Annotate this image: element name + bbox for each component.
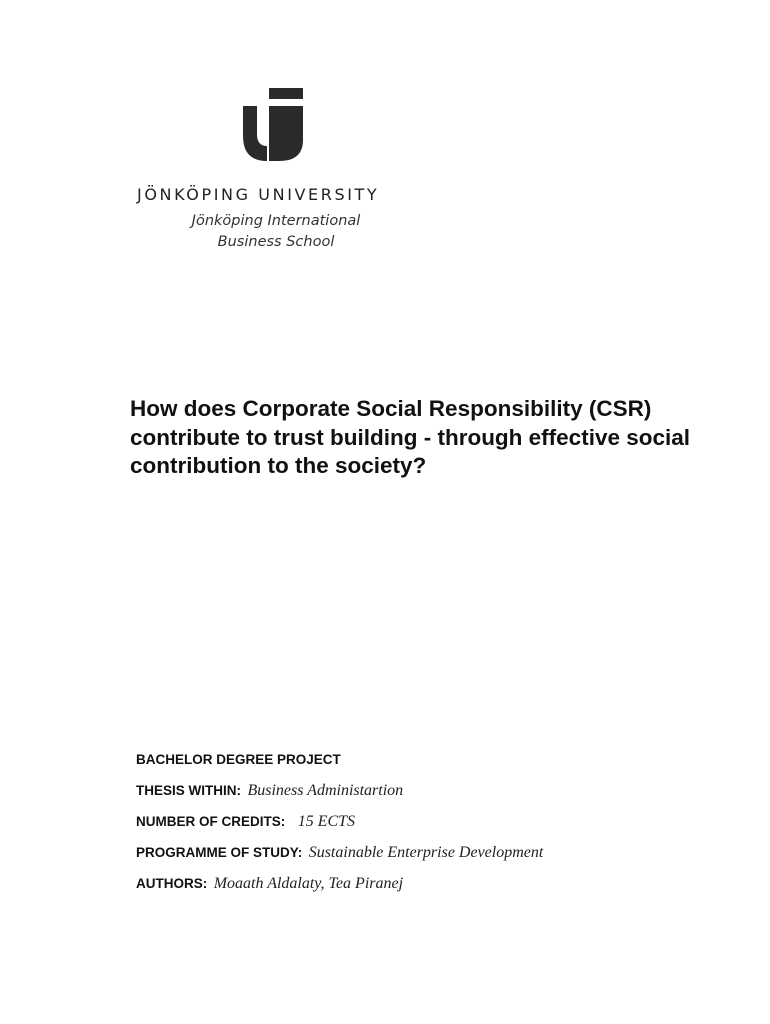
logo-u-shape [243, 106, 267, 161]
programme-row [136, 845, 696, 876]
university-logo [243, 84, 305, 162]
authors-row [136, 876, 696, 907]
logo-j-dot [269, 88, 303, 99]
thesis-within-label: THESIS WITHIN: [136, 783, 241, 798]
credits-label: NUMBER OF CREDITS: [136, 814, 286, 829]
programme-label: PROGRAMME OF STUDY: [136, 845, 303, 860]
business-school-name [190, 211, 362, 253]
logo-j-stem [269, 106, 303, 161]
authors-value: Moaath Aldalaty, Tea Piranej [213, 875, 404, 892]
project-type-label: BACHELOR DEGREE PROJECT [136, 752, 341, 767]
school-line-2: Business School [217, 234, 335, 250]
authors-label: AUTHORS: [136, 876, 208, 891]
programme-value: Sustainable Enterprise Development [308, 844, 544, 861]
project-type-row [136, 752, 696, 783]
university-name: JÖNKÖPING UNIVERSITY [137, 185, 380, 204]
thesis-within-row [136, 783, 696, 814]
credits-value: 15 ECTS [297, 813, 356, 830]
thesis-within-value: Business Administartion [247, 782, 404, 799]
thesis-title: How does Corporate Social Responsibility (CSR) contribute to trust building - through effective social contribution to the society? [130, 396, 691, 478]
credits-row [136, 814, 696, 845]
school-line-1: Jönköping International [191, 213, 361, 229]
thesis-details [136, 752, 696, 907]
